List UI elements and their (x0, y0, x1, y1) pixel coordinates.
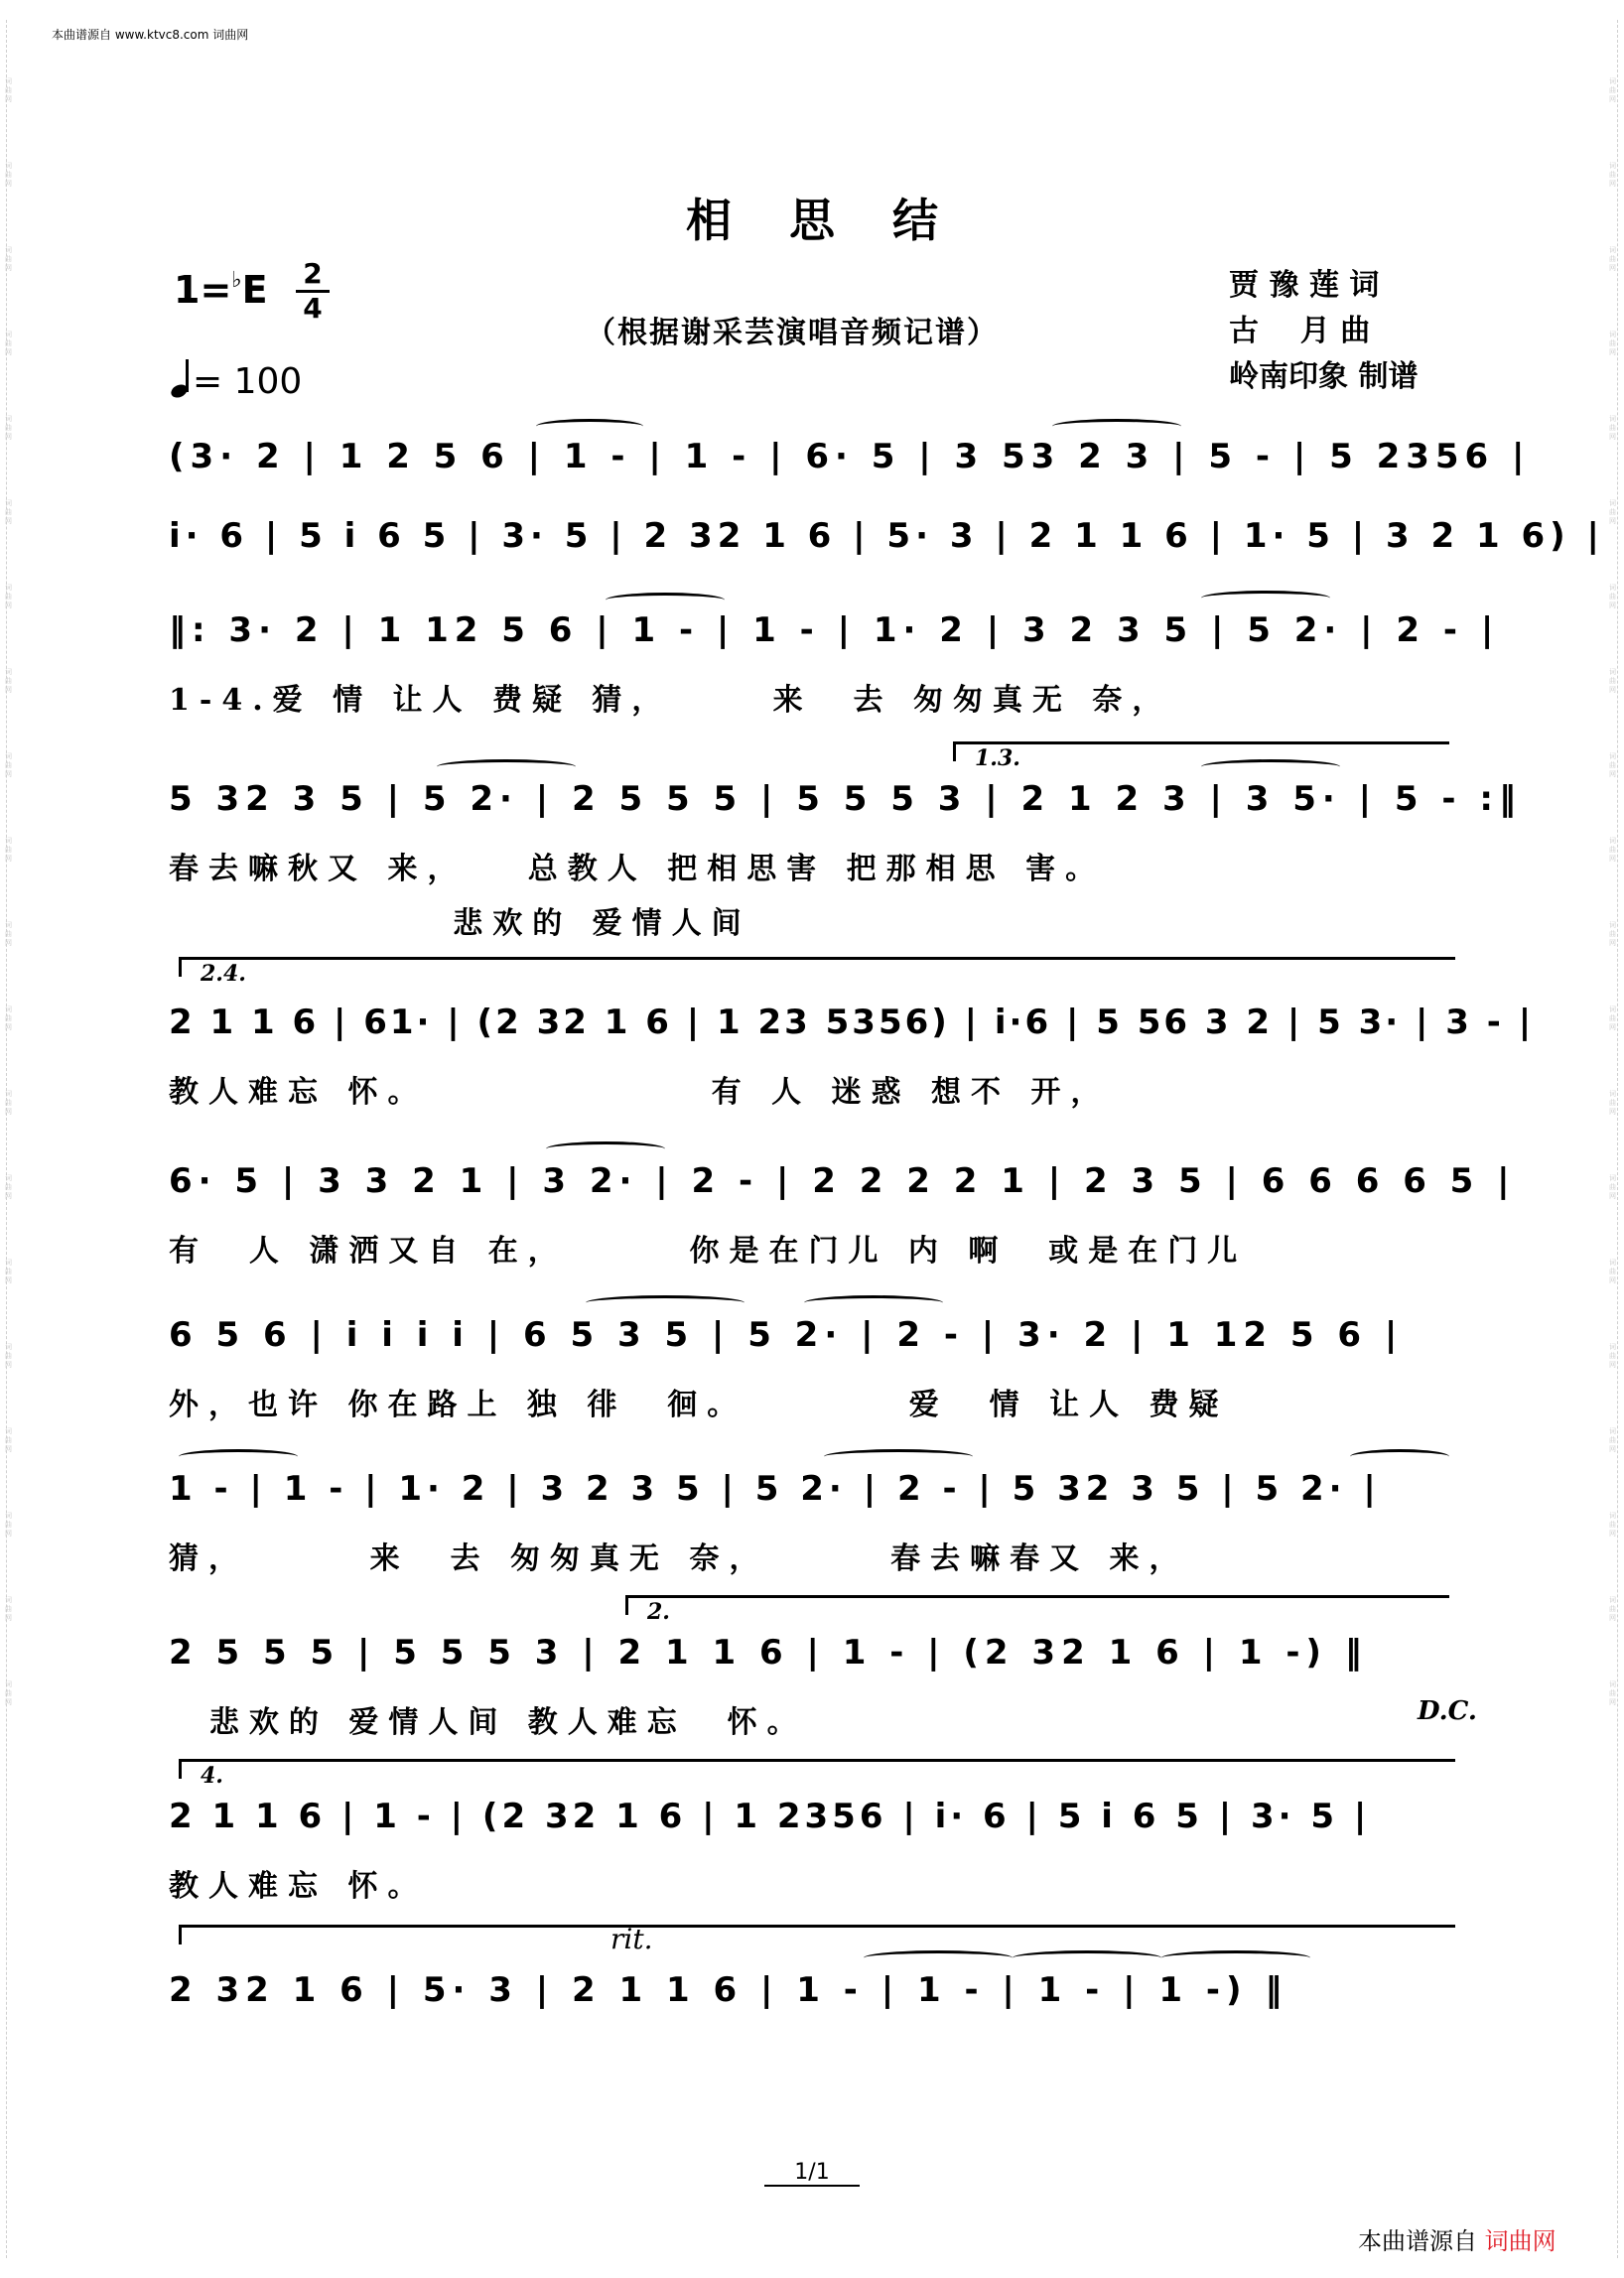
notation-row: 6 5 6 | i i i i | 6 5 3 5 | 5 2· | 2 - | 3· 2 | 1 12 5 6 | (169, 1315, 1404, 1355)
notation-row: 2 32 1 6 | 5· 3 | 2 1 1 6 | 1 - | 1 - | 1 - | 1 -) ‖ (169, 1970, 1288, 2010)
subtitle: （根据谢采芸演唱音频记谱） (586, 316, 999, 350)
notation-row: 2 1 1 6 | 61· | (2 32 1 6 | 1 23 5356) | i·6 | 5 56 3 2 | 5 3· | 3 - | (169, 1003, 1535, 1042)
lyrics-row: 春去嘛秋又 来， 总教人 把相思害 把那相思 害。 (169, 852, 1106, 886)
lyrics-row: 外，也许 你在路上 独 徘 徊。 爱 情 让人 费疑 (169, 1388, 1229, 1422)
time-signature (296, 257, 330, 325)
notation-row: (3· 2 | 1 2 5 6 | 1 - | 1 - | 6· 5 | 3 53 2 3 | 5 - | 5 2356 | (169, 437, 1531, 476)
ending-bracket: 4. (179, 1759, 1455, 1762)
right-watermark-strip: 词曲网 词曲网 词曲网 词曲网 词曲网 词曲网 词曲网 词曲网 词曲网 词曲网 词曲网 词曲网 词曲网 词曲网 词曲网 词曲网 词曲网 词曲网 词曲网 词曲网 (1611, 20, 1618, 2258)
notation-row: 2 5 5 5 | 5 5 5 3 | 2 1 1 6 | 1 - | (2 32 1 6 | 1 -) ‖ (169, 1633, 1368, 1673)
ending-bracket: 1.3. (953, 741, 1449, 744)
lyrics-row: 教人难忘 怀。 有 人 迷惑 想不 开， (169, 1075, 1111, 1110)
footer-site-link[interactable]: 词曲网 (1484, 2227, 1556, 2255)
credit-arranger: 岭南印象 制谱 (1229, 359, 1419, 394)
notation-row: 5 32 3 5 | 5 2· | 2 5 5 5 | 5 5 5 3 | 2 1 2 3 | 3 5· | 5 - :‖ (169, 779, 1522, 819)
notation-row: 1 - | 1 - | 1· 2 | 3 2 3 5 | 5 2· | 2 - | 5 32 3 5 | 5 2· | (169, 1469, 1381, 1509)
time-signature-top: 2 (303, 257, 323, 290)
footer-source (1358, 2221, 1556, 2256)
source-header (52, 26, 248, 43)
notation-row: ‖: 3· 2 | 1 12 5 6 | 1 - | 1 - | 1· 2 | 3 2 3 5 | 5 2· | 2 - | (169, 610, 1500, 650)
tempo-marking: = 100 (171, 359, 302, 402)
notation-row: 6· 5 | 3 3 2 1 | 3 2· | 2 - | 2 2 2 2 1 | 2 3 5 | 6 6 6 6 5 | (169, 1161, 1516, 1201)
ending-bracket: 2.4. (179, 957, 1455, 960)
left-watermark-strip: 词曲网 词曲网 词曲网 词曲网 词曲网 词曲网 词曲网 词曲网 词曲网 词曲网 词曲网 词曲网 词曲网 词曲网 词曲网 词曲网 词曲网 词曲网 词曲网 词曲网 (6, 20, 13, 2258)
lyrics-row: 有 人 潇洒又自 在， 你是在门儿 内 啊 或是在门儿 (169, 1234, 1248, 1269)
source-header-text: 本曲谱源自 (52, 28, 112, 42)
lyrics-row: 1-4.爱 情 让人 费疑 猜， 来 去 匆匆真无 奈， (169, 683, 1172, 718)
time-signature-bottom: 4 (303, 292, 323, 325)
notation-row: i· 6 | 5 i 6 5 | 3· 5 | 2 32 1 6 | 5· 3 | 2 1 1 6 | 1· 5 | 3 2 1 6) | (169, 516, 1604, 556)
lyrics-row: 悲欢的 爱情人间 教人难忘 怀。 (169, 1705, 807, 1740)
credit-composer: 古 月 曲 (1229, 314, 1371, 348)
ending-bracket (179, 1925, 1455, 1928)
lyrics-row: 猜， 来 去 匆匆真无 奈， 春去嘛春又 来， (169, 1541, 1189, 1576)
notation-row: 2 1 1 6 | 1 - | (2 32 1 6 | 1 2356 | i· 6 | 5 i 6 5 | 3· 5 | (169, 1797, 1371, 1836)
page-number: 1/1 (0, 2160, 1624, 2185)
quarter-note-icon (171, 359, 193, 399)
lyrics-row: 教人难忘 怀。 (169, 1869, 428, 1904)
lyrics-row-alt: 悲欢的 爱情人间 (169, 906, 751, 941)
source-header-site-cn: 词曲网 (212, 28, 249, 42)
credit-lyricist: 贾 豫 莲 词 (1229, 268, 1380, 303)
source-header-url[interactable]: www.ktvc8.com (114, 28, 209, 42)
footer-text: 本曲谱源自 (1358, 2227, 1477, 2255)
key-signature: 1=♭E (174, 268, 268, 312)
ending-bracket: 2. (625, 1595, 1449, 1598)
song-title: 相思结 (686, 194, 996, 247)
ritardando-marking: rit. (610, 1923, 653, 1955)
da-capo-marking: D.C. (1418, 1696, 1477, 1726)
credits (1229, 263, 1418, 400)
